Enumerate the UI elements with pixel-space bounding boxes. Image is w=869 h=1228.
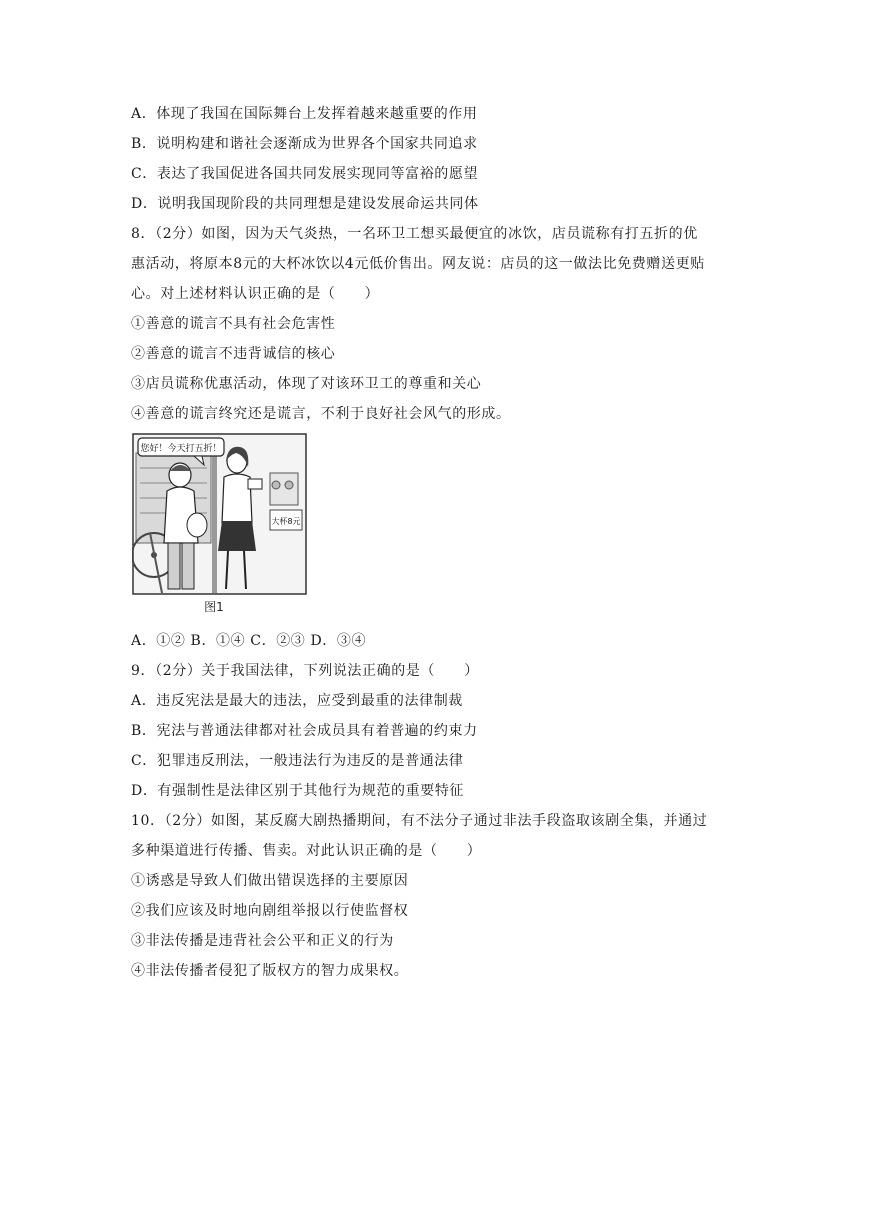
- cartoon-illustration: [132, 433, 307, 618]
- q7-option-a: A．体现了我国在国际舞台上发挥着越来越重要的作用: [131, 106, 478, 122]
- q10-stem-line-2: 多种渠道进行传播、售卖。对此认识正确的是（ ）: [131, 843, 482, 859]
- q10-stem-line-1: 10．（2分）如图，某反腐大剧热播期间，有不法分子通过非法手段盗取该剧全集，并通过: [131, 813, 708, 829]
- q7-option-c: C．表达了我国促进各国共同发展实现同等富裕的愿望: [131, 166, 479, 182]
- q9-option-d: D．有强制性是法律区别于其他行为规范的重要特征: [131, 783, 465, 799]
- q8-options: A．①② B．①④ C．②③ D．③④: [131, 633, 367, 649]
- q7-option-b: B．说明构建和谐社会逐渐成为世界各个国家共同追求: [131, 136, 478, 152]
- q8-statement-2: ②善意的谎言不违背诚信的核心: [131, 346, 336, 362]
- speech-bubble-text: 您好！今天打五折！: [140, 444, 222, 454]
- q8-statement-3: ③店员谎称优惠活动，体现了对该环卫工的尊重和关心: [131, 376, 482, 392]
- q10-statement-2: ②我们应该及时地向剧组举报以行使监督权: [131, 903, 409, 919]
- q10-statement-4: ④非法传播者侵犯了版权方的智力成果权。: [131, 963, 409, 979]
- q9-option-c: C．犯罪违反刑法，一般违法行为违反的是普通法律: [131, 753, 464, 769]
- price-sign-text: 大杯8元: [271, 517, 301, 526]
- figure-caption: 图1: [204, 600, 224, 614]
- cartoon-figure: [132, 433, 307, 618]
- q8-stem-line-1: 8．（2分）如图，因为天气炎热，一名环卫工想买最便宜的冰饮，店员谎称有打五折的优: [131, 226, 698, 242]
- q8-stem-line-3: 心。对上述材料认识正确的是（ ）: [131, 286, 380, 302]
- q10-statement-3: ③非法传播是违背社会公平和正义的行为: [131, 933, 394, 949]
- q8-statement-1: ①善意的谎言不具有社会危害性: [131, 316, 336, 332]
- q9-option-a: A．违反宪法是最大的违法，应受到最重的法律制裁: [131, 693, 463, 709]
- q8-statement-4: ④善意的谎言终究还是谎言，不利于良好社会风气的形成。: [131, 406, 511, 422]
- q9-stem: 9．（2分）关于我国法律，下列说法正确的是（ ）: [131, 663, 479, 679]
- q8-stem-line-2: 惠活动，将原本8元的大杯冰饮以4元低价售出。网友说：店员的这一做法比免费赠送更贴: [131, 256, 705, 272]
- q7-option-d: D．说明我国现阶段的共同理想是建设发展命运共同体: [131, 196, 479, 212]
- q10-statement-1: ①诱惑是导致人们做出错误选择的主要原因: [131, 873, 409, 889]
- q9-option-b: B．宪法与普通法律都对社会成员具有着普遍的约束力: [131, 723, 478, 739]
